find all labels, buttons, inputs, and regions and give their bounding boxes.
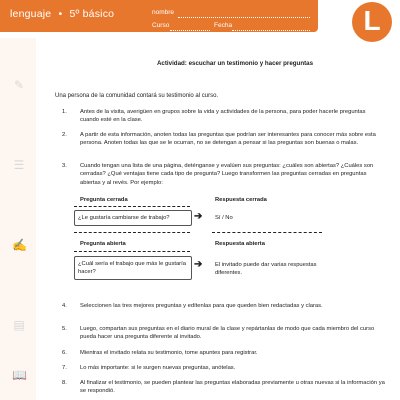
item-number: 4. [62,303,67,309]
name-field-line[interactable] [178,17,310,18]
notebook-icon: ▤ [13,318,25,332]
arrow-icon: ➔ [194,211,203,222]
item-number: 7. [62,365,67,371]
item-number: 8. [62,380,67,386]
open-question-text: ¿Cuál sería el trabajo que más le gustaría hacer? [78,261,186,276]
item-text: Luego, compartan sus preguntas en el diario mural de la clase y repártanlas de modo que cada miembro del curso pueda hacer una pregunta diferente al invitado. [80,326,375,341]
item-text: Al finalizar el testimonio, se pueden plantear las preguntas elaboradas previamente u otras nuevas si la información ya se respondió. [80,380,385,395]
course-field-line[interactable] [170,30,210,31]
item-text: Antes de la visita, averigüen en grupos sobre la vida y actividades de la persona, para poder hacerle preguntas cuando esté en la clase. [80,109,366,124]
date-label: Fecha [214,22,233,29]
pencil-icon: ✎ [13,78,25,92]
separator-dot: • [58,8,63,20]
subject-logo [352,2,392,42]
date-field-line[interactable] [232,30,310,31]
closed-question-text: ¿Le gustaría cambiarse de trabajo? [78,215,170,221]
page-header [0,0,400,38]
closed-question-box [74,210,192,226]
logo-letter: L [363,5,381,36]
item-number: 5. [62,326,67,332]
item-text: Mientras el invitado relata su testimonio, tome apuntes para registrar. [80,350,258,356]
subject-grade [10,8,114,20]
name-label: nombre [152,9,175,16]
open-answer-header: Respuesta abierta [215,241,265,247]
grade-label: 5º básico [69,8,115,20]
closed-answer-text: Sí / No [215,215,233,221]
arrow-icon: ➔ [194,259,203,270]
item-number: 3. [62,163,67,169]
item-number: 6. [62,350,67,356]
item-text: Cuando tengan una lista de una página, deténganse y evalúen sus preguntas: ¿cuáles son abiertas? ¿Cuáles son cerradas? ¿Qué ventajas tiene cada tipo de pregunta? Luego transformen las preguntas cerradas en preguntas abiertas y al revés. Por ejemplo: [80,163,374,186]
course-label: Curso [152,22,170,29]
dashed-divider [74,251,190,252]
activity-title: Actividad: escuchar un testimonio y hacer preguntas [156,60,314,67]
writing-hand-icon: ✍ [12,238,27,252]
item-text: A partir de esta información, anoten todas las preguntas que podrían ser interesantes para conocer más sobre esta persona. Anoten todas las que se le ocurran, no se detengan a pensar si las preguntas son buenas o malas. [80,132,376,147]
closed-question-header: Pregunta cerrada [80,197,128,203]
closed-answer-header: Respuesta cerrada [215,197,267,203]
header-band [0,0,318,32]
subject-label: lenguaje [10,8,52,20]
side-decoration-strip [0,38,36,400]
dashed-divider [212,232,322,233]
open-question-header: Pregunta abierta [80,241,126,247]
open-question-box [74,256,192,280]
open-answer-text: El invitado puede dar varias respuestas diferentes. [215,262,317,277]
item-number: 2. [62,132,67,138]
dashed-divider [74,232,190,233]
item-text: Lo más importante: si le surgen nuevas preguntas, anótelas. [80,365,236,371]
intro-text: Una persona de la comunidad contará su testimonio al curso. [55,93,219,99]
book-icon: 📖 [12,368,27,382]
item-text: Seleccionen las tres mejores preguntas y edítenlas para que queden bien redactadas y claras. [80,303,323,309]
list-icon: ☰ [13,158,25,172]
item-number: 1. [62,109,67,115]
dashed-divider [74,206,190,207]
